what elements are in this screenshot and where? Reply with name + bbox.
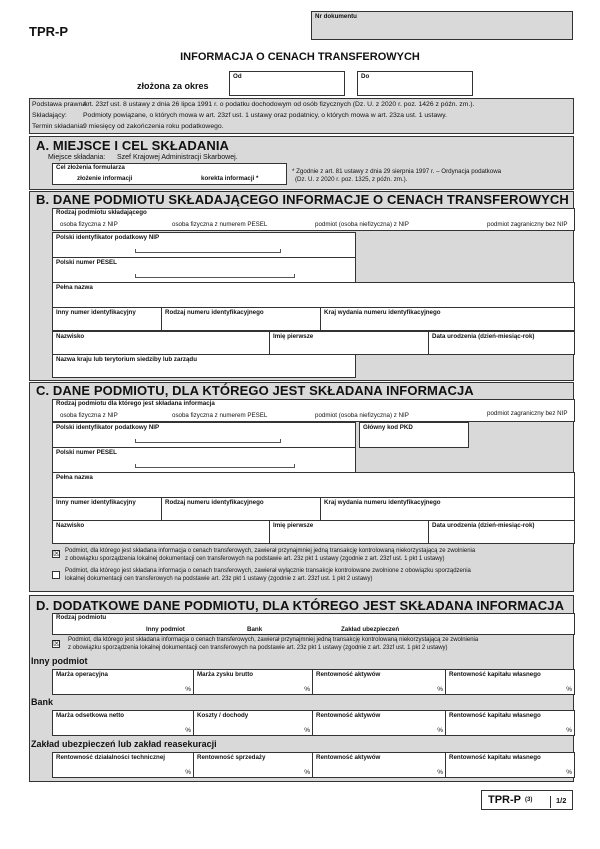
section-d-title: D. DODATKOWE DANE PODMIOTU, DLA KTÓREGO JEST SKŁADANA INFORMACJA bbox=[36, 598, 565, 613]
percent-sign: % bbox=[304, 769, 310, 776]
b-dob-field[interactable] bbox=[428, 331, 575, 355]
d-g1-field-1[interactable] bbox=[52, 669, 194, 695]
b-type-option-4[interactable]: podmiot zagraniczny bez NIP bbox=[487, 221, 568, 228]
c-type-option-3[interactable]: podmiot (osoba niefizyczna) z NIP bbox=[315, 412, 409, 419]
section-b-title: B. DANE PODMIOTU SKŁADAJĄCEGO INFORMACJE O CENACH TRANSFEROWYCH bbox=[36, 192, 569, 207]
percent-sign: % bbox=[566, 727, 572, 734]
submitter-label: Składający: bbox=[32, 112, 67, 119]
d-g2-label-2: Koszty / dochody bbox=[197, 712, 249, 719]
d-g2-label-1: Marża odsetkowa netto bbox=[56, 712, 125, 719]
c-surname-label: Nazwisko bbox=[56, 522, 85, 529]
d-g3-field-2[interactable] bbox=[193, 752, 313, 778]
b-pesel-field[interactable] bbox=[52, 257, 356, 283]
c-type-option-4[interactable]: podmiot zagraniczny bez NIP bbox=[487, 410, 568, 417]
c-type-label: Rodzaj podmiotu dla którego jest składana informacja bbox=[56, 400, 215, 407]
footnote-line2: (Dz. U. z 2020 r. poz. 1325, z późn. zm.). bbox=[295, 176, 408, 183]
b-surname-field[interactable] bbox=[52, 331, 270, 355]
b-id-type-field[interactable] bbox=[161, 307, 321, 331]
b-type-field bbox=[52, 208, 575, 231]
purpose-label: Cel złożenia formularza bbox=[56, 164, 125, 171]
b-hq-country-label: Nazwa kraju lub terytorium siedziby lub zarządu bbox=[56, 356, 197, 363]
b-other-id-field[interactable] bbox=[52, 307, 162, 331]
b-firstname-field[interactable] bbox=[269, 331, 429, 355]
section-d bbox=[29, 595, 574, 782]
d-g2-field-3[interactable] bbox=[312, 710, 446, 736]
b-id-country-field[interactable] bbox=[320, 307, 575, 331]
option-correction[interactable]: korekta informacji * bbox=[201, 175, 259, 182]
d-g1-field-4[interactable] bbox=[445, 669, 575, 695]
d-group3-title: Zakład ubezpieczeń lub zakład reasekuracji bbox=[31, 739, 217, 749]
deadline-label: Termin składania: bbox=[32, 123, 85, 130]
b-pesel-label: Polski numer PESEL bbox=[56, 259, 117, 266]
to-label: Do bbox=[361, 73, 370, 80]
d-g3-field-4[interactable] bbox=[445, 752, 575, 778]
d-g3-field-3[interactable] bbox=[312, 752, 446, 778]
footer-code: TPR-P bbox=[488, 794, 521, 806]
d-g3-field-1[interactable] bbox=[52, 752, 194, 778]
b-surname-label: Nazwisko bbox=[56, 333, 85, 340]
d-g2-label-4: Rentowność kapitału własnego bbox=[449, 712, 541, 719]
c-fullname-label: Pełna nazwa bbox=[56, 474, 93, 481]
c-statement2-line1: Podmiot, dla którego jest składana informacja o cenach transferowych, zawierał wyłącznie transakcje kontrolowane zwolnione z obowiązku sporządzenia bbox=[65, 568, 471, 574]
d-type-option-3[interactable]: Zakład ubezpieczeń bbox=[341, 626, 400, 633]
d-type-label: Rodzaj podmiotu bbox=[56, 614, 107, 621]
deadline-text: 9 miesięcy od zakończenia roku podatkowego. bbox=[83, 123, 224, 130]
d-group1-title: Inny podmiot bbox=[31, 656, 88, 666]
b-type-option-2[interactable]: osoba fizyczna z numerem PESEL bbox=[172, 221, 268, 228]
d-g3-label-3: Rentowność aktywów bbox=[316, 754, 381, 761]
percent-sign: % bbox=[185, 686, 191, 693]
c-dob-field[interactable] bbox=[428, 520, 575, 544]
c-other-id-label: Inny numer identyfikacyjny bbox=[56, 499, 136, 506]
period-from-field[interactable] bbox=[229, 71, 345, 96]
percent-sign: % bbox=[185, 769, 191, 776]
b-hq-country-field[interactable] bbox=[52, 354, 356, 378]
d-g2-field-2[interactable] bbox=[193, 710, 313, 736]
b-id-country-label: Kraj wydania numeru identyfikacyjnego bbox=[324, 309, 441, 316]
d-g1-field-3[interactable] bbox=[312, 669, 446, 695]
c-surname-field[interactable] bbox=[52, 520, 270, 544]
c-statement1-line2: z obowiązku sporządzenia lokalnej dokumentacji cen transferowych na podstawie art. 23z pkt 1 ustawy (zgodnie z art. 23zf ust. 1 pkt 1 ustawy) bbox=[65, 556, 445, 562]
footer-page: 1/2 bbox=[550, 796, 566, 808]
c-type-option-2[interactable]: osoba fizyczna z numerem PESEL bbox=[172, 412, 268, 419]
d-g1-label-1: Marża operacyjna bbox=[56, 671, 108, 678]
legal-basis-label: Podstawa prawna: bbox=[32, 101, 88, 108]
c-id-country-label: Kraj wydania numeru identyfikacyjnego bbox=[324, 499, 441, 506]
section-b bbox=[29, 191, 574, 381]
c-fullname-field[interactable] bbox=[52, 472, 575, 498]
section-a bbox=[29, 136, 574, 190]
d-type-option-1[interactable]: Inny podmiot bbox=[146, 626, 185, 633]
c-dob-label: Data urodzenia (dzień-miesiąc-rok) bbox=[432, 522, 535, 529]
header-info-box bbox=[29, 98, 574, 134]
d-type-field bbox=[52, 613, 575, 635]
c-id-type-label: Rodzaj numeru identyfikacyjnego bbox=[165, 499, 264, 506]
d-g2-label-3: Rentowność aktywów bbox=[316, 712, 381, 719]
from-label: Od bbox=[233, 73, 242, 80]
b-type-option-1[interactable]: osoba fizyczna z NIP bbox=[60, 221, 118, 228]
d-statement-checkbox[interactable]: ☒ bbox=[53, 639, 61, 648]
d-statement-line2: z obowiązku sporządzenia lokalnej dokumentacji cen transferowych na podstawie art. 23z pkt 1 ustawy (zgodnie z art. 23zf ust. 1 pkt 2 ustawy) bbox=[68, 645, 448, 651]
c-pkd-label: Główny kod PKD bbox=[363, 424, 413, 431]
footer-version: (3) bbox=[525, 797, 533, 803]
c-statement2-line2: lokalnej dokumentacji cen transferowych na podstawie art. 23z pkt 1 ustawy (zgodnie z art. 23zf ust. 1 pkt 2 ustawy) bbox=[65, 576, 373, 582]
option-submit[interactable]: złożenie informacji bbox=[77, 175, 133, 182]
doc-number-label: Nr dokumentu bbox=[315, 13, 357, 20]
percent-sign: % bbox=[566, 686, 572, 693]
section-a-title: A. MIEJSCE I CEL SKŁADANIA bbox=[36, 138, 230, 153]
c-id-type-field[interactable] bbox=[161, 497, 321, 521]
form-code: TPR-P bbox=[29, 24, 68, 39]
d-g2-field-4[interactable] bbox=[445, 710, 575, 736]
b-fullname-field[interactable] bbox=[52, 282, 575, 308]
c-firstname-field[interactable] bbox=[269, 520, 429, 544]
c-pkd-field[interactable] bbox=[359, 422, 469, 448]
b-firstname-label: Imię pierwsze bbox=[273, 333, 314, 340]
b-fullname-label: Pełna nazwa bbox=[56, 284, 93, 291]
c-type-option-1[interactable]: osoba fizyczna z NIP bbox=[60, 412, 118, 419]
percent-sign: % bbox=[304, 686, 310, 693]
c-statement2-checkbox[interactable] bbox=[52, 571, 60, 579]
d-type-option-2[interactable]: Bank bbox=[247, 626, 263, 633]
d-statement-line1: Podmiot, dla którego jest składana informacja o cenach transferowych, zawierał przynajmniej jedną transakcję kontrolowaną niekorzystającą ze zwolnienia bbox=[68, 637, 479, 643]
d-g3-label-2: Rentowność sprzedaży bbox=[197, 754, 266, 761]
b-dob-label: Data urodzenia (dzień-miesiąc-rok) bbox=[432, 333, 535, 340]
c-nip-label: Polski identyfikator podatkowy NIP bbox=[56, 424, 160, 431]
percent-sign: % bbox=[566, 769, 572, 776]
page-title: INFORMACJA O CENACH TRANSFEROWYCH bbox=[180, 51, 420, 63]
c-nip-field[interactable] bbox=[52, 422, 356, 448]
b-type-option-3[interactable]: podmiot (osoba niefizyczna) z NIP bbox=[315, 221, 409, 228]
d-g1-label-4: Rentowność kapitału własnego bbox=[449, 671, 541, 678]
d-g1-field-2[interactable] bbox=[193, 669, 313, 695]
percent-sign: % bbox=[437, 686, 443, 693]
percent-sign: % bbox=[437, 769, 443, 776]
d-g1-label-3: Rentowność aktywów bbox=[316, 671, 381, 678]
c-type-field bbox=[52, 399, 575, 422]
b-nip-label: Polski identyfikator podatkowy NIP bbox=[56, 234, 160, 241]
c-firstname-label: Imię pierwsze bbox=[273, 522, 314, 529]
c-statement1-line1: Podmiot, dla którego jest składana informacja o cenach transferowych, zawierał przynajmniej jedną transakcję kontrolowaną niekorzystającą ze zwolnienia bbox=[65, 548, 476, 554]
purpose-field bbox=[52, 163, 287, 185]
c-id-country-field[interactable] bbox=[320, 497, 575, 521]
b-other-id-label: Inny numer identyfikacyjny bbox=[56, 309, 136, 316]
submitter-text: Podmioty powiązane, o których mowa w art. 23zf ust. 1 ustawy oraz podatnicy, o których mowa w art. 23za ust. 1 ustawy. bbox=[83, 112, 447, 119]
section-c-title: C. DANE PODMIOTU, DLA KTÓREGO JEST SKŁADANA INFORMACJA bbox=[36, 383, 474, 398]
d-g2-field-1[interactable] bbox=[52, 710, 194, 736]
d-g3-label-1: Rentowność działalności technicznej bbox=[56, 754, 165, 761]
period-label: złożona za okres bbox=[137, 81, 209, 91]
doc-number-box[interactable] bbox=[311, 11, 573, 40]
d-group2-title: Bank bbox=[31, 697, 54, 707]
percent-sign: % bbox=[185, 727, 191, 734]
percent-sign: % bbox=[437, 727, 443, 734]
place-label: Miejsce składania: bbox=[48, 154, 106, 161]
legal-basis-text: Art. 23zf ust. 8 ustawy z dnia 26 lipca 1991 r. o podatku dochodowym od osób fizycznych (Dz. U. z 2020 r. poz. 1426 z późn. zm.). bbox=[83, 101, 475, 108]
c-other-id-field[interactable] bbox=[52, 497, 162, 521]
footer-code-box bbox=[481, 790, 573, 810]
footnote-line1: * Zgodnie z art. 81 ustawy z dnia 29 sierpnia 1997 r. – Ordynacja podatkowa bbox=[292, 168, 502, 175]
c-statement1-checkbox[interactable]: ☒ bbox=[53, 549, 61, 558]
c-pesel-label: Polski numer PESEL bbox=[56, 449, 117, 456]
place-value: Szef Krajowej Administracji Skarbowej. bbox=[117, 154, 238, 161]
d-g3-label-4: Rentowność kapitału własnego bbox=[449, 754, 541, 761]
b-type-label: Rodzaj podmiotu składającego bbox=[56, 209, 147, 216]
d-g1-label-2: Marża zysku brutto bbox=[197, 671, 254, 678]
percent-sign: % bbox=[304, 727, 310, 734]
period-to-field[interactable] bbox=[357, 71, 473, 96]
section-c bbox=[29, 382, 574, 592]
b-nip-field[interactable] bbox=[52, 232, 356, 258]
b-id-type-label: Rodzaj numeru identyfikacyjnego bbox=[165, 309, 264, 316]
c-pesel-field[interactable] bbox=[52, 447, 356, 473]
